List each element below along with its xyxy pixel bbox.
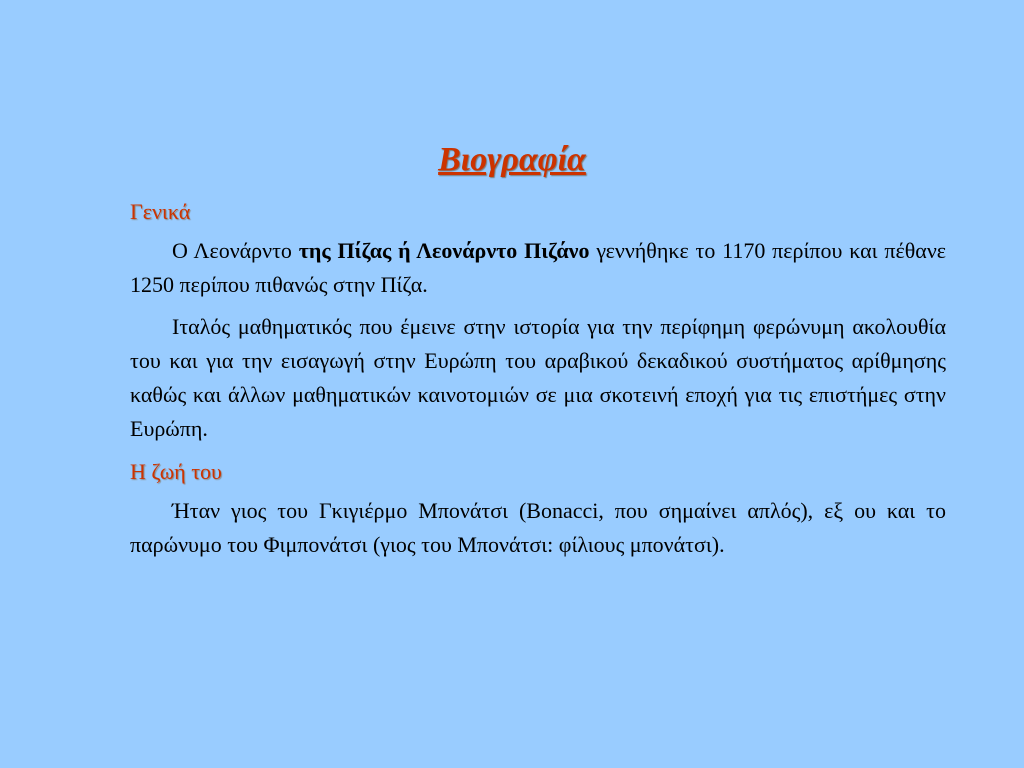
section-heading-general: Γενικά: [130, 199, 191, 224]
paragraph-contribution: Ιταλός μαθηματικός που έμεινε στην ιστορία για την περίφημη φερώνυμη ακολουθία του και για την εισαγωγή στην Ευρώπη του αραβικού δεκαδικού συστήματος αρίθμησης καθώς και άλλων μαθηματικών καινοτομιών σε μια σκοτεινή εποχή για τις επιστήμες στην Ευρώπη.: [130, 314, 946, 441]
paragraph-birth-bold-name: της Πίζας ή Λεονάρντο Πιζάνο: [298, 238, 590, 263]
slide-content: [130, 196, 946, 570]
slide-title: Βιογραφία: [438, 141, 586, 178]
paragraph-birth: [130, 234, 946, 302]
paragraph-birth-post: γεννήθηκε το 1170 περίπου και πέθανε 1250 περίπου πιθανώς στην Πίζα.: [130, 238, 947, 297]
paragraph-birth-pre: Ο Λεονάρντο: [172, 238, 299, 263]
paragraph-family: Ήταν γιος του Γκιγιέρμο Μπονάτσι (Bonacci, που σημαίνει απλός), εξ ου και το παρώνυμο του Φιμπονάτσι (γιος του Μπονάτσι: φίλιους μπονάτσι).: [130, 498, 946, 557]
section-heading-life: Η ζωή του: [130, 459, 222, 484]
